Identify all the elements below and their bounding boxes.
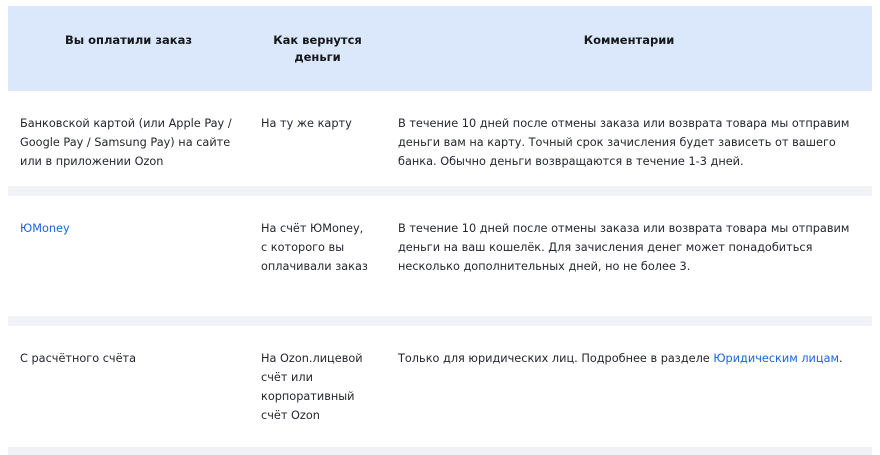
cell-refund-card: На ту же карту	[261, 117, 352, 130]
refund-methods-table	[8, 6, 872, 455]
cell-comment-account	[386, 321, 872, 452]
table-header	[8, 6, 872, 91]
yoomoney-link[interactable]: ЮMoney	[20, 222, 70, 235]
cell-paid-yoomoney	[8, 191, 249, 321]
comment-suffix-text: .	[839, 352, 843, 365]
table-row	[8, 321, 872, 452]
comment-prefix-text: Только для юридических лиц. Подробнее в разделе	[398, 352, 714, 365]
cell-refund-yoomoney: На счёт ЮMoney, с которого вы оплачивали заказ	[261, 222, 368, 273]
header-refund: Как вернутся деньги	[249, 6, 386, 91]
table-header-row	[8, 6, 872, 91]
cell-comment-yoomoney: В течение 10 дней после отмены заказа или возврата товара мы отправим деньги на ваш кошелёк. Для зачисления денег может понадобиться несколько дополнительных дней, но не более 3.	[398, 222, 850, 273]
legal-entities-link[interactable]: Юридическим лицам	[713, 352, 840, 365]
cell-paid-account: С расчётного счёта	[20, 352, 137, 365]
table-body	[8, 91, 872, 452]
table-row	[8, 191, 872, 321]
header-comments: Комментарии	[386, 6, 872, 91]
cell-comment-card: В течение 10 дней после отмены заказа или возврата товара мы отправим деньги вам на карту. Точный срок зачисления будет зависеть от вашего банка. Обычно деньги возвращаются в течение 1-3 дней.	[398, 117, 850, 168]
cell-paid-card: Банковской картой (или Apple Pay / Google Pay / Samsung Pay) на сайте или в приложении Ozon	[20, 117, 232, 168]
table-row	[8, 91, 872, 191]
cell-refund-account: На Ozon.лицевой счёт или корпоративный счёт Ozon	[261, 352, 363, 422]
header-paid: Вы оплатили заказ	[8, 6, 249, 91]
